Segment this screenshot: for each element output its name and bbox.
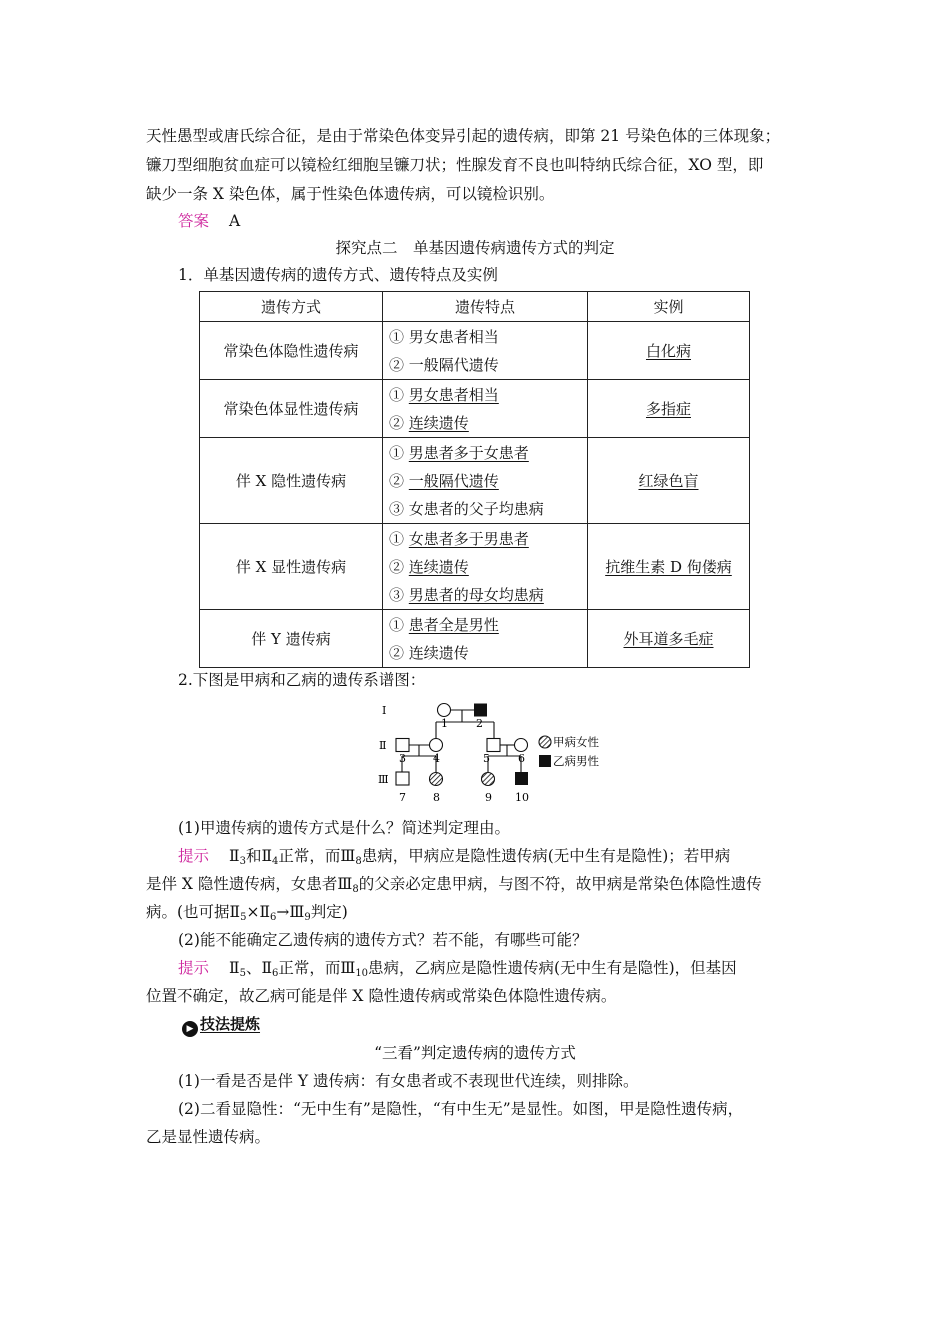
hint-text: 正常，而Ⅲ bbox=[278, 959, 356, 977]
hint-subscript: 8 bbox=[355, 856, 362, 867]
individual-number: 3 bbox=[399, 752, 406, 765]
hint1-line-1 bbox=[178, 846, 730, 866]
technique-point-2: (2)二看显隐性：“无中生有”是隐性，“有中生无”是显性。如图，甲是隐性遗传病， bbox=[178, 1100, 744, 1118]
legend-hatched-circle-icon bbox=[539, 736, 551, 748]
hint-subscript: 6 bbox=[270, 912, 277, 923]
question-1: (1)甲遗传病的遗传方式是什么？简述判定理由。 bbox=[178, 819, 510, 837]
hint-subscript: 3 bbox=[239, 856, 246, 867]
feature-marker: ② bbox=[389, 471, 405, 490]
table-header-row bbox=[200, 292, 750, 322]
feature-marker: ① bbox=[389, 615, 405, 634]
individual-number: 8 bbox=[433, 791, 440, 804]
table-cell-features bbox=[383, 380, 588, 438]
legend-disease-a-female: 甲病女性 bbox=[553, 735, 599, 749]
answer-label: 答案 bbox=[178, 212, 210, 230]
feature-text: ③ 女患者的父子均患病 bbox=[389, 499, 544, 518]
feature-text: 男女患者相当 bbox=[408, 327, 499, 346]
individual-2-affected-male bbox=[474, 704, 487, 717]
hint-text: 是伴 X 隐性遗传病，女患者Ⅲ bbox=[146, 875, 353, 893]
table-row bbox=[200, 322, 750, 380]
hint1-line-2 bbox=[146, 874, 762, 894]
individual-7-normal-male bbox=[396, 772, 409, 785]
generation-label-3: Ⅲ bbox=[378, 773, 389, 786]
hint-text: 病。(也可据Ⅱ bbox=[146, 903, 241, 921]
hint-text: 正常，而Ⅲ bbox=[278, 847, 356, 865]
hint2-line-2: 位置不确定，故乙病可能是伴 X 隐性遗传病或常染色体隐性遗传病。 bbox=[146, 987, 617, 1005]
hint-text: 患病，甲病应是隐性遗传病(无中生有是隐性)；若甲病 bbox=[361, 847, 731, 865]
table-cell-features bbox=[383, 322, 588, 380]
hint-subscript: 5 bbox=[239, 968, 246, 979]
table-row bbox=[200, 524, 750, 610]
hint-subscript: 5 bbox=[240, 912, 247, 923]
table-cell-example bbox=[588, 322, 750, 380]
feature-marker: ① bbox=[389, 529, 405, 548]
answer-value: A bbox=[229, 212, 241, 230]
individual-number: 6 bbox=[518, 752, 525, 765]
legend-black-square-icon bbox=[539, 755, 551, 767]
feature-marker: ② bbox=[389, 413, 405, 432]
individual-number: 1 bbox=[441, 717, 448, 730]
table-row bbox=[200, 610, 750, 668]
hint-text: ×Ⅱ bbox=[246, 903, 270, 921]
table-cell-mode: 伴 X 显性遗传病 bbox=[200, 524, 383, 610]
hint-text: 、Ⅱ bbox=[245, 959, 272, 977]
individual-6-normal-female bbox=[515, 739, 528, 752]
individual-4-normal-female bbox=[430, 739, 443, 752]
feature-text: 患者全是男性 bbox=[408, 615, 499, 634]
feature-text: 一般隔代遗传 bbox=[408, 471, 499, 490]
technique-badge bbox=[182, 1014, 260, 1037]
example-text: 外耳道多毛症 bbox=[623, 630, 714, 648]
table-header-example: 实例 bbox=[588, 292, 750, 322]
table-cell-mode: 伴 Y 遗传病 bbox=[200, 610, 383, 668]
table-row bbox=[200, 438, 750, 524]
hint-subscript: 8 bbox=[352, 884, 359, 895]
technique-point-2-cont: 乙是显性遗传病。 bbox=[146, 1128, 271, 1146]
paragraph-line-1: 天性愚型或唐氏综合征，是由于常染色体变异引起的遗传病，即第 21 号染色体的三体现象； bbox=[146, 127, 781, 145]
inheritance-table bbox=[199, 291, 750, 668]
hint-text: 的父亲必定患甲病，与图不符，故甲病是常染色体隐性遗传 bbox=[358, 875, 762, 893]
pedigree-chart bbox=[378, 698, 618, 806]
item1-title: 1．单基因遗传病的遗传方式、遗传特点及实例 bbox=[178, 266, 498, 284]
paragraph-line-3: 缺少一条 X 染色体，属于性染色体遗传病，可以镜检识别。 bbox=[146, 185, 555, 203]
hint-text: Ⅱ bbox=[229, 959, 240, 977]
hint-text: 和Ⅱ bbox=[245, 847, 272, 865]
individual-number: 5 bbox=[483, 752, 490, 765]
technique-point-1: (1)一看是否是伴 Y 遗传病：有女患者或不表现世代连续，则排除。 bbox=[178, 1072, 639, 1090]
feature-text: 连续遗传 bbox=[408, 557, 469, 576]
question-2: (2)能不能确定乙遗传病的遗传方式？若不能，有哪些可能？ bbox=[178, 931, 588, 949]
hint2-label: 提示 bbox=[178, 959, 210, 977]
individual-number: 2 bbox=[476, 717, 483, 730]
feature-text: 男患者多于女患者 bbox=[408, 443, 529, 462]
table-cell-example bbox=[588, 380, 750, 438]
hint2-line-1 bbox=[178, 958, 737, 978]
example-text: 白化病 bbox=[645, 342, 691, 360]
feature-text: 女患者多于男患者 bbox=[408, 529, 529, 548]
pedigree-lines bbox=[402, 710, 521, 772]
table-cell-mode: 伴 X 隐性遗传病 bbox=[200, 438, 383, 524]
feature-text: ② 一般隔代遗传 bbox=[389, 355, 499, 374]
table-cell-features bbox=[383, 524, 588, 610]
individual-9-disease-a-female bbox=[482, 773, 495, 786]
example-text: 多指症 bbox=[645, 400, 691, 418]
technique-title: “三看”判定遗传病的遗传方式 bbox=[374, 1044, 576, 1062]
hint-text: →Ⅲ bbox=[276, 903, 305, 921]
hint1-line-3 bbox=[146, 902, 348, 922]
example-text: 红绿色盲 bbox=[638, 472, 699, 490]
table-header-mode: 遗传方式 bbox=[200, 292, 383, 322]
table-row bbox=[200, 380, 750, 438]
example-text: 抗维生素 D 佝偻病 bbox=[605, 558, 732, 576]
hint-text: 判定) bbox=[310, 903, 348, 921]
generation-label-2: Ⅱ bbox=[379, 739, 387, 752]
individual-5-normal-male bbox=[487, 739, 500, 752]
feature-text: 男女患者相当 bbox=[408, 385, 499, 404]
individual-number: 9 bbox=[485, 791, 492, 804]
individual-3-normal-male bbox=[396, 739, 409, 752]
legend-disease-b-male: 乙病男性 bbox=[553, 754, 599, 768]
individual-number: 10 bbox=[515, 791, 529, 804]
individual-number: 4 bbox=[433, 752, 440, 765]
feature-text: 男患者的母女均患病 bbox=[408, 585, 544, 604]
hint-subscript: 4 bbox=[271, 856, 279, 867]
item2-title: 2.下图是甲病和乙病的遗传系谱图： bbox=[178, 671, 426, 689]
generation-label-1: Ⅰ bbox=[382, 704, 387, 717]
table-cell-example bbox=[588, 610, 750, 668]
table-cell-mode: 常染色体显性遗传病 bbox=[200, 380, 383, 438]
feature-marker: ③ bbox=[389, 585, 405, 604]
table-header-features: 遗传特点 bbox=[383, 292, 588, 322]
individual-8-disease-a-female bbox=[430, 773, 443, 786]
section-title: 探究点二 单基因遗传病遗传方式的判定 bbox=[335, 239, 615, 257]
paragraph-line-2: 镰刀型细胞贫血症可以镜检红细胞呈镰刀状；性腺发育不良也叫特纳氏综合征，XO 型，即 bbox=[146, 156, 764, 174]
hint-subscript: 6 bbox=[271, 968, 279, 979]
hint1-label: 提示 bbox=[178, 847, 210, 865]
table-cell-mode: 常染色体隐性遗传病 bbox=[200, 322, 383, 380]
table-cell-example bbox=[588, 438, 750, 524]
hint-subscript: 9 bbox=[304, 912, 311, 923]
technique-badge-label: 技法提炼 bbox=[200, 1015, 261, 1033]
individual-10-disease-b-male bbox=[515, 772, 528, 785]
table-cell-features bbox=[383, 610, 588, 668]
hint-text: Ⅱ bbox=[229, 847, 240, 865]
table-cell-features bbox=[383, 438, 588, 524]
hint-text: 患病，乙病应是隐性遗传病(无中生有是隐性)，但基因 bbox=[368, 959, 737, 977]
individual-1-normal-female bbox=[438, 704, 451, 717]
hint-subscript: 10 bbox=[355, 968, 369, 979]
answer-line bbox=[178, 211, 240, 231]
feature-marker: ① bbox=[389, 443, 405, 462]
play-triangle-icon: ▶ bbox=[182, 1021, 198, 1037]
feature-marker: ② bbox=[389, 557, 405, 576]
individual-number: 7 bbox=[399, 791, 406, 804]
feature-text: ② 连续遗传 bbox=[389, 643, 469, 662]
feature-marker: ① bbox=[389, 327, 405, 346]
table-cell-example bbox=[588, 524, 750, 610]
feature-marker: ① bbox=[389, 385, 405, 404]
feature-text: 连续遗传 bbox=[408, 413, 469, 432]
